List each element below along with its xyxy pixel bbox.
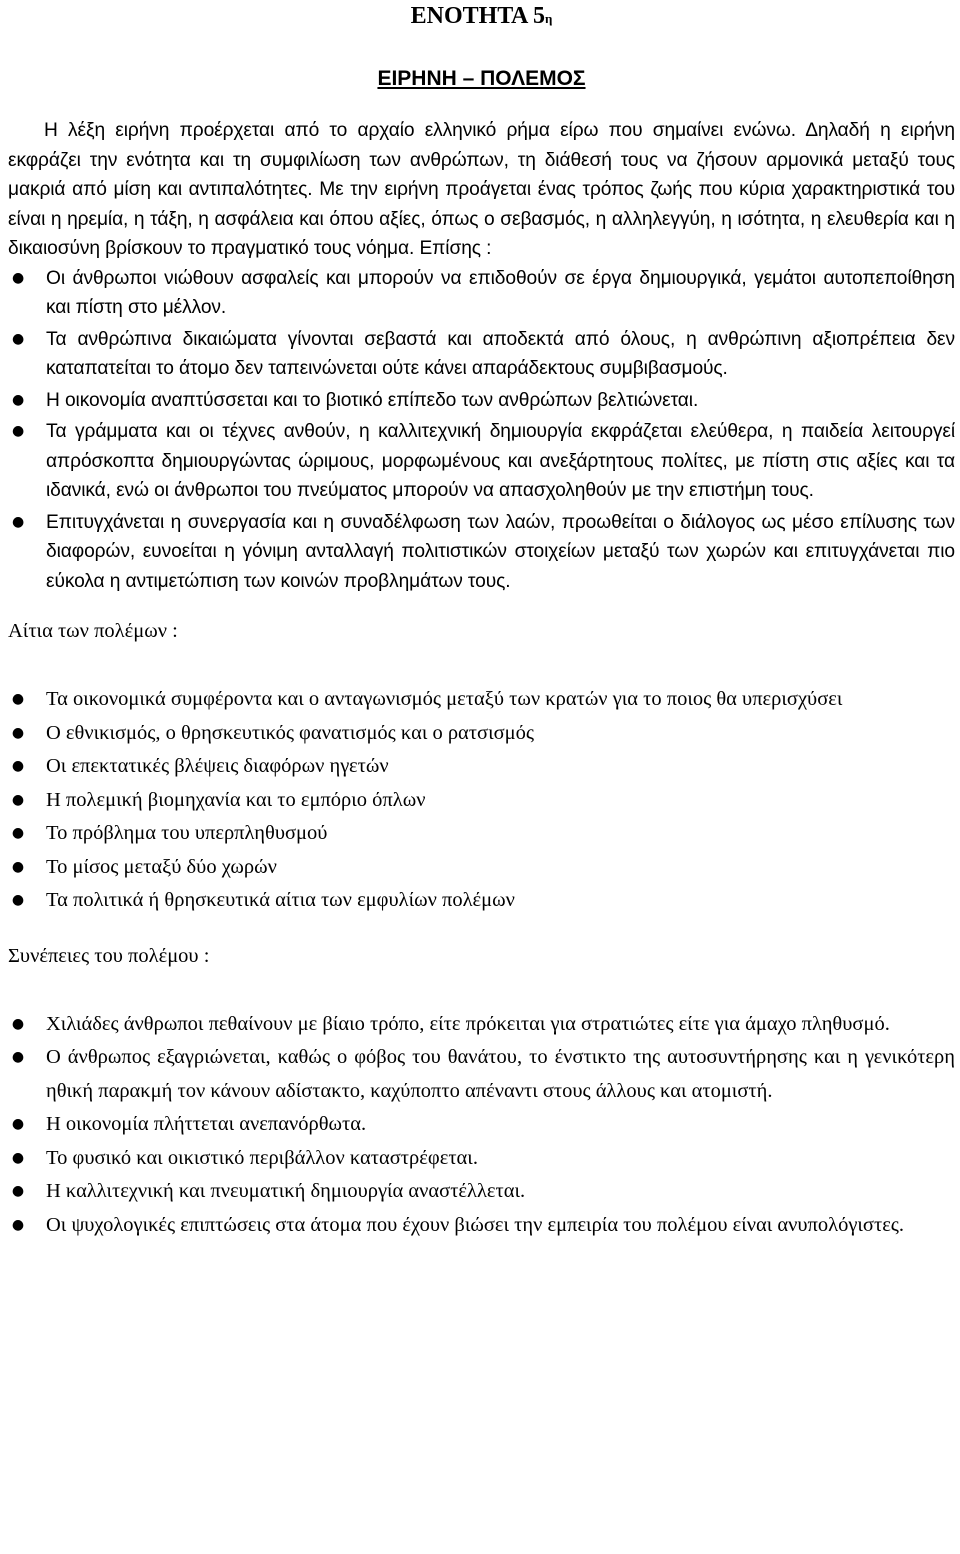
bullet-icon: ● — [11, 758, 25, 774]
list-item — [8, 1175, 955, 1209]
list-item — [8, 884, 955, 918]
list-item-text: Η πολεμική βιομηχανία και το εμπόριο όπλων — [46, 788, 426, 811]
list-item-text: Τα γράμματα και οι τέχνες ανθούν, η καλλιτεχνική δημιουργία εκφράζεται ελεύθερα, η παιδεία λειτουργεί απρόσκοπτα δημιουργώντας ώριμους, μορφωμένους και ανεξάρτητους πολίτες, με πίστη στις αξίες και τα ιδανικά, ενώ οι άνθρωποι του πνεύματος μπορούν να απασχοληθούν με την επιστήμη τους. — [46, 421, 955, 501]
list-item — [8, 784, 955, 818]
bullet-icon: ● — [11, 791, 25, 808]
bullet-icon: ● — [11, 1116, 25, 1132]
bullet-icon: ● — [11, 391, 25, 408]
causes-list — [8, 683, 955, 918]
bullet-icon: ● — [11, 269, 25, 286]
bullet-icon: ● — [11, 892, 25, 908]
list-item-text: Ο εθνικισμός, ο θρησκευτικός φανατισμός και ο ρατσισμός — [46, 721, 535, 744]
page-title-superscript: η — [544, 11, 553, 26]
list-item-text: Χιλιάδες άνθρωποι πεθαίνουν με βίαιο τρόπο, είτε πρόκειται για στρατιώτες είτε για άμαχο πληθυσμό. — [46, 1012, 890, 1035]
list-item — [8, 417, 955, 506]
bullet-icon: ● — [11, 330, 25, 347]
list-item-text: Η οικονομία πλήττεται ανεπανόρθωτα. — [46, 1113, 367, 1135]
list-item — [8, 508, 955, 597]
list-item — [8, 683, 955, 717]
list-item — [8, 325, 955, 384]
list-item — [8, 1008, 955, 1042]
list-item-text: Η οικονομία αναπτύσσεται και το βιοτικό επίπεδο των ανθρώπων βελτιώνεται. — [46, 389, 699, 411]
list-item-text: Οι ψυχολογικές επιπτώσεις στα άτομα που έχουν βιώσει την εμπειρία του πολέμου είναι ανυπολόγιστες. — [46, 1213, 905, 1236]
bullet-icon: ● — [11, 724, 25, 741]
list-item — [8, 1209, 955, 1243]
list-item-text: Το μίσος μεταξύ δύο χωρών — [46, 855, 277, 878]
bullet-icon: ● — [11, 1216, 25, 1233]
list-item-text: Το φυσικό και οικιστικό περιβάλλον καταστρέφεται. — [46, 1146, 478, 1169]
list-item — [8, 264, 955, 323]
bullet-icon: ● — [11, 1183, 25, 1199]
list-item-text: Οι επεκτατικές βλέψεις διαφόρων ηγετών — [46, 755, 389, 777]
document-subtitle: ΕΙΡΗΝΗ – ΠΟΛΕΜΟΣ — [377, 67, 586, 90]
intro-paragraph: Η λέξη ειρήνη προέρχεται από το αρχαίο ελληνικό ρήμα είρω που σημαίνει ενώνω. Δηλαδή η ειρήνη εκφράζει την ενότητα και τη συμφιλίωση των ανθρώπων, τη διάθεσή τους να ζήσουν αρμονικά μεταξύ τους μακριά από μίση και αντιπαλότητες. Με την ειρήνη προάγεται ένας τρόπος ζωής που κύρια χαρακτηριστικά του είναι η ηρεμία, η τάξη, η ασφάλεια και όπου αξίες, όπως ο σεβασμός, η αλληλεγγύη, η ισότητα, η ελευθερία και η δικαιοσύνη βρίσκουν το πραγματικό τους νόημα. Επίσης : — [8, 120, 955, 259]
bullet-icon: ● — [11, 1015, 25, 1032]
list-item — [8, 1142, 955, 1176]
list-item — [8, 386, 955, 416]
list-item-text: Τα οικονομικά συμφέροντα και ο ανταγωνισμός μεταξύ των κρατών για το ποιος θα υπερισχύσει — [46, 688, 843, 710]
bullet-icon: ● — [11, 1049, 25, 1065]
bullet-icon: ● — [11, 423, 25, 439]
effects-list — [8, 1008, 955, 1243]
bullet-icon: ● — [11, 1149, 25, 1166]
peace-points-list — [8, 264, 955, 597]
list-item-text: Ο άνθρωπος εξαγριώνεται, καθώς ο φόβος του θανάτου, το ένστικτο της αυτοσυντήρησης και η γενικότερη ηθική παρακμή τον κάνουν αδίστακτο, καχύποπτο απέναντι στους άλλους και ατομιστή. — [46, 1046, 955, 1102]
page-title — [8, 0, 955, 32]
list-item — [8, 1108, 955, 1142]
list-item-text: Το πρόβλημα του υπερπληθυσμού — [46, 822, 328, 844]
list-item-text: Η καλλιτεχνική και πνευματική δημιουργία αναστέλλεται. — [46, 1180, 526, 1202]
list-item-text: Τα πολιτικά ή θρησκευτικά αίτια των εμφυλίων πολέμων — [46, 889, 515, 911]
list-item — [8, 851, 955, 885]
causes-heading: Αίτια των πολέμων : — [8, 620, 178, 642]
list-item — [8, 1041, 955, 1108]
document-page — [8, 0, 955, 1242]
bullet-icon: ● — [11, 825, 25, 841]
list-item-text: Οι άνθρωποι νιώθουν ασφαλείς και μπορούν να επιδοθούν σε έργα δημιουργικά, γεμάτοι αυτοπεποίθηση και πίστη στο μέλλον. — [46, 267, 955, 318]
bullet-icon: ● — [11, 691, 25, 707]
effects-heading: Συνέπειες του πολέμου : — [8, 944, 210, 967]
list-item-text: Τα ανθρώπινα δικαιώματα γίνονται σεβαστά και αποδεκτά από όλους, η ανθρώπινη αξιοπρέπεια δεν καταπατείται το άτομο δεν ταπεινώνεται ούτε κάνει απαράδεκτους συμβιβασμούς. — [46, 328, 955, 379]
bullet-icon: ● — [11, 858, 25, 875]
list-item — [8, 717, 955, 751]
page-title-text: ΕΝΟΤΗΤΑ 5 — [410, 3, 545, 29]
list-item — [8, 750, 955, 784]
bullet-icon: ● — [11, 513, 25, 530]
list-item-text: Επιτυγχάνεται η συνεργασία και η συναδέλφωση των λαών, προωθείται ο διάλογος ως μέσο επίλυσης των διαφορών, ευνοείται η γόνιμη ανταλλαγή πολιτιστικών στοιχείων μεταξύ των χωρών και επιτυγχάνεται πιο εύκολα η αντιμετώπιση των κοινών προβλημάτων τους. — [46, 511, 955, 592]
list-item — [8, 817, 955, 851]
